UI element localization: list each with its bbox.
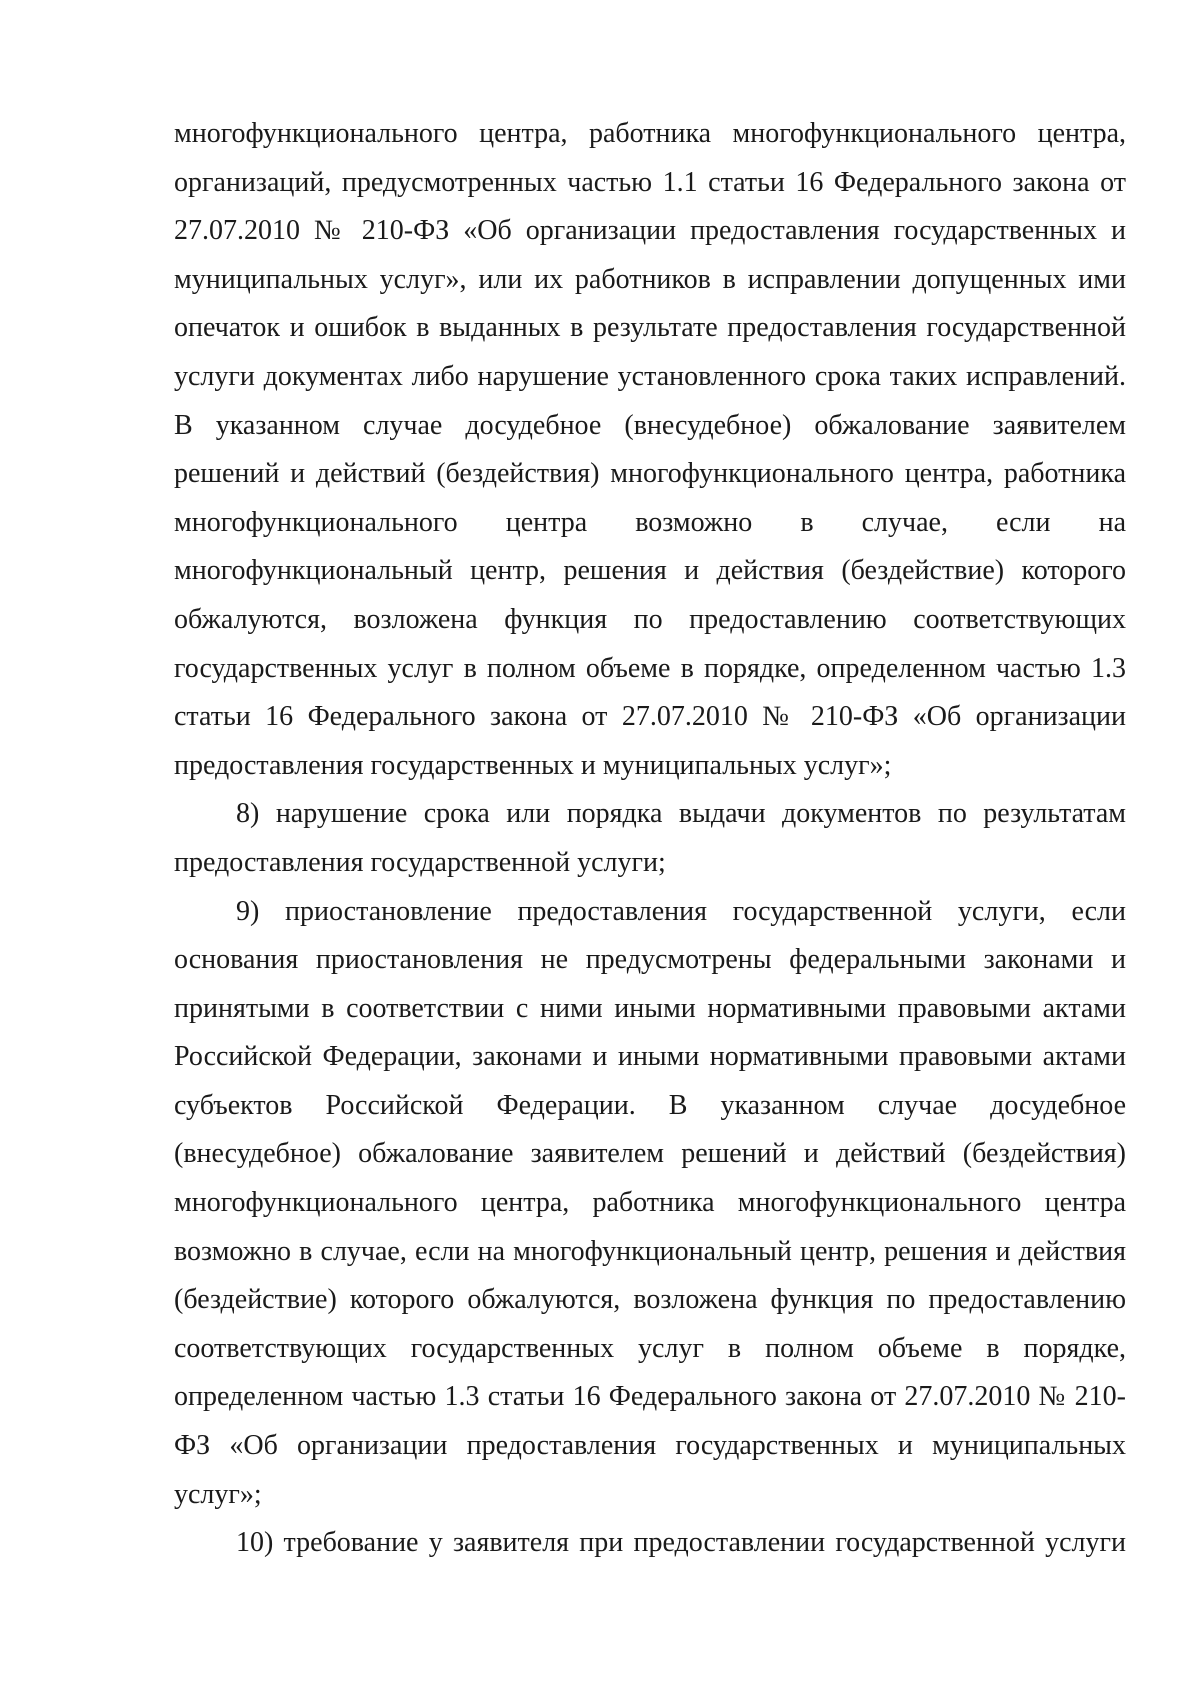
text-line: многофункционального центра, работника многофункционального центра,	[174, 118, 1126, 149]
document-body	[174, 110, 1126, 1568]
text-line: предоставления государственной услуги;	[174, 846, 666, 878]
text-line: определенном частью 1.3 статьи 16 Федерального закона от 27.07.2010 № 210-	[174, 1381, 1126, 1413]
text-line: многофункциональный центр, решения и действия (бездействие) которого	[174, 555, 1126, 587]
text-line: Российской Федерации, законами и иными нормативными правовыми актами	[174, 1041, 1126, 1073]
text-line: многофункционального центра, работника многофункционального центра	[174, 1187, 1126, 1219]
text-line: государственных услуг в полном объеме в порядке, определенном частью 1.3	[174, 652, 1126, 684]
text-line: муниципальных услуг», или их работников в исправлении допущенных ими	[174, 263, 1126, 295]
text-line: опечаток и ошибок в выданных в результате предоставления государственной	[174, 312, 1126, 344]
text-line: многофункционального центра возможно в случае, если на	[174, 506, 1126, 538]
text-line: услуг»;	[174, 1478, 262, 1510]
text-line: возможно в случае, если на многофункциональный центр, решения и действия	[174, 1235, 1126, 1267]
text-line: решений и действий (бездействия) многофункционального центра, работника	[174, 458, 1126, 490]
text-line: субъектов Российской Федерации. В указанном случае досудебное	[174, 1089, 1126, 1121]
text-line: предоставления государственных и муниципальных услуг»;	[174, 749, 892, 781]
text-line: В указанном случае досудебное (внесудебное) обжалование заявителем	[174, 409, 1126, 441]
text-line: принятыми в соответствии с ними иными нормативными правовыми актами	[174, 992, 1126, 1024]
paragraph-first-line: 10) требование у заявителя при предоставлении государственной услуги	[236, 1527, 1126, 1559]
text-line: соответствующих государственных услуг в полном объеме в порядке,	[174, 1332, 1126, 1364]
text-line: основания приостановления не предусмотрены федеральными законами и	[174, 944, 1126, 976]
paragraph-first-line: 8) нарушение срока или порядка выдачи документов по результатам	[236, 798, 1126, 830]
text-line: (бездействие) которого обжалуются, возложена функция по предоставлению	[174, 1284, 1126, 1316]
text-line: организаций, предусмотренных частью 1.1 статьи 16 Федерального закона от	[174, 166, 1126, 198]
text-line: 27.07.2010 № 210-ФЗ «Об организации предоставления государственных и	[174, 215, 1126, 247]
text-line: обжалуются, возложена функция по предоставлению соответствующих	[174, 603, 1126, 635]
text-line: ФЗ «Об организации предоставления государственных и муниципальных	[174, 1430, 1126, 1462]
text-line: статьи 16 Федерального закона от 27.07.2010 № 210-ФЗ «Об организации	[174, 701, 1126, 733]
paragraph-first-line: 9) приостановление предоставления государственной услуги, если	[236, 895, 1126, 927]
text-line: (внесудебное) обжалование заявителем решений и действий (бездействия)	[174, 1138, 1126, 1170]
text-line: услуги документах либо нарушение установленного срока таких исправлений.	[174, 360, 1126, 392]
